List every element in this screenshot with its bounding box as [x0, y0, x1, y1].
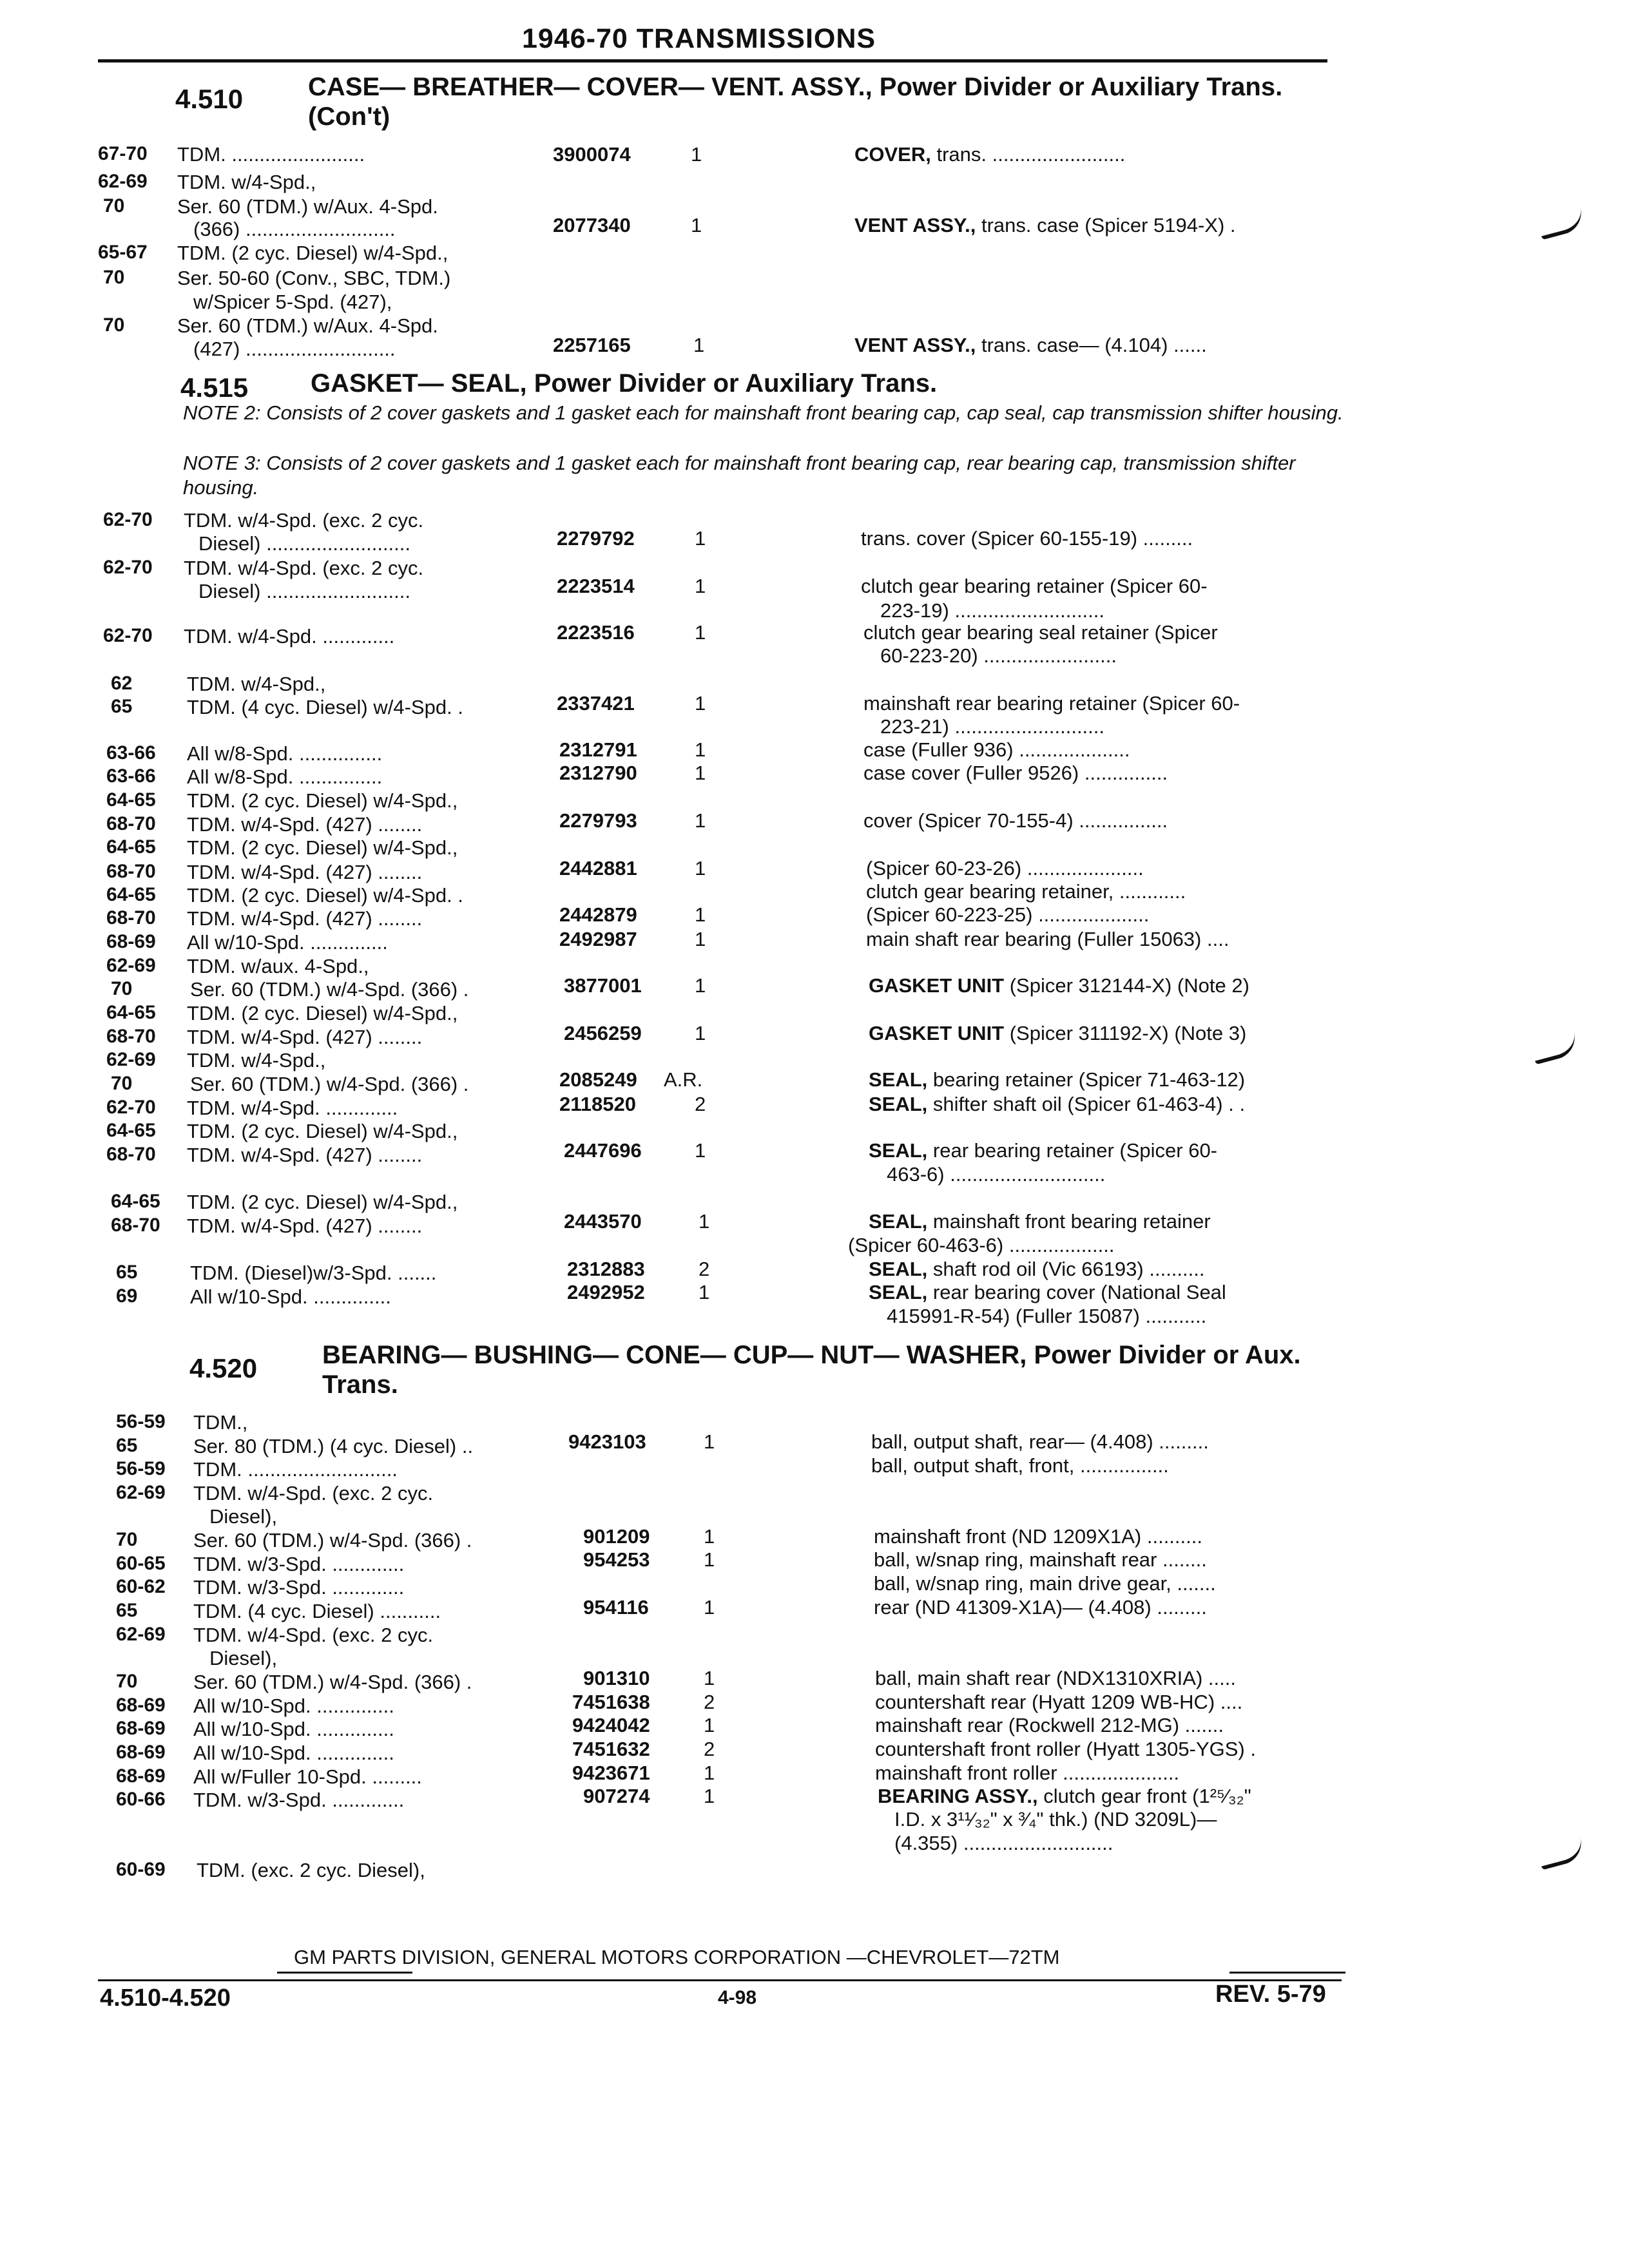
application-text: TDM. (Diesel)w/3-Spd. .......: [190, 1262, 437, 1284]
footer-rule: [98, 1979, 1342, 1981]
footer-rule: [277, 1972, 412, 1974]
application-text: TDM. (2 cyc. Diesel) w/4-Spd.,: [187, 1191, 458, 1213]
year-range: 64-65: [106, 884, 156, 905]
year-range: 62-69: [116, 1624, 166, 1645]
application-text: Ser. 60 (TDM.) w/Aux. 4-Spd.: [177, 314, 438, 337]
part-number: 2442881: [559, 857, 637, 879]
application-text: TDM. w/4-Spd. (exc. 2 cyc.: [184, 557, 424, 579]
application-text: TDM. (2 cyc. Diesel) w/4-Spd.,: [177, 242, 448, 264]
part-description: VENT ASSY., trans. case— (4.104) ......: [854, 334, 1207, 356]
section-number: 4.510: [175, 84, 244, 114]
year-range: 62-69: [106, 955, 156, 976]
application-text: TDM. (exc. 2 cyc. Diesel),: [197, 1859, 425, 1881]
part-number: 2085249: [559, 1068, 637, 1091]
year-range: 68-70: [111, 1215, 160, 1236]
application-text: Diesel),: [209, 1505, 278, 1528]
part-description: ball, output shaft, rear— (4.408) .........: [871, 1430, 1209, 1453]
quantity: 1: [704, 1430, 715, 1453]
quantity: 2: [699, 1258, 710, 1280]
part-description: BEARING ASSY., clutch gear front (1²⁵⁄₃₂": [878, 1785, 1251, 1807]
year-range: 68-69: [116, 1742, 166, 1763]
part-description: SEAL, shaft rod oil (Vic 66193) ..........: [869, 1258, 1205, 1280]
part-description: clutch gear bearing retainer, ............: [866, 880, 1186, 903]
year-range: 70: [116, 1671, 138, 1692]
year-range: 62-70: [103, 557, 153, 578]
application-text: Ser. 60 (TDM.) w/4-Spd. (366) .: [193, 1529, 472, 1552]
quantity: 1: [693, 334, 705, 356]
year-range: 64-65: [106, 1002, 156, 1023]
part-description: mainshaft rear (Rockwell 212-MG) .......: [875, 1714, 1224, 1736]
application-text: TDM. w/4-Spd. .............: [187, 1097, 398, 1119]
part-description: clutch gear bearing retainer (Spicer 60-: [861, 575, 1208, 597]
part-description: SEAL, bearing retainer (Spicer 71-463-12): [869, 1068, 1246, 1091]
part-number: 907274: [583, 1785, 650, 1807]
part-number: 954116: [583, 1596, 649, 1619]
application-text: TDM. (2 cyc. Diesel) w/4-Spd.,: [187, 1002, 458, 1024]
quantity: 1: [691, 143, 702, 166]
part-description: ball, w/snap ring, mainshaft rear ........: [874, 1548, 1207, 1571]
quantity: 1: [695, 1022, 706, 1044]
footer-corp-line: GM PARTS DIVISION, GENERAL MOTORS CORPORATION —CHEVROLET—72TM: [294, 1946, 1060, 1968]
part-description: ball, main shaft rear (NDX1310XRIA) .....: [875, 1667, 1236, 1689]
part-number: 2223514: [557, 575, 635, 597]
part-number: 9424042: [572, 1714, 650, 1736]
year-range: 62-70: [103, 625, 153, 646]
part-number: 2118520: [559, 1093, 636, 1115]
application-text: TDM. ........................: [177, 143, 365, 166]
quantity: 1: [695, 857, 706, 879]
part-number: 7451632: [572, 1738, 650, 1760]
year-range: 64-65: [106, 1120, 156, 1141]
quantity: 1: [704, 1714, 715, 1736]
application-text: TDM. (4 cyc. Diesel) w/4-Spd. .: [187, 696, 463, 718]
quantity: 1: [704, 1785, 715, 1807]
quantity: 1: [704, 1525, 715, 1548]
footer-page-number: 4-98: [718, 1987, 757, 2008]
year-range: 65: [111, 696, 133, 717]
part-number: 2442879: [559, 903, 637, 926]
part-description: ball, w/snap ring, main drive gear, .......: [874, 1572, 1216, 1595]
year-range: 68-70: [106, 861, 156, 882]
application-text: TDM. w/4-Spd. (427) ........: [187, 1215, 423, 1237]
year-range: 65-67: [98, 242, 148, 263]
part-number: 2312790: [559, 762, 637, 784]
application-text: TDM. (2 cyc. Diesel) w/4-Spd.,: [187, 789, 458, 812]
part-number: 3900074: [553, 143, 631, 166]
year-range: 62-70: [103, 509, 153, 530]
part-description: SEAL, rear bearing cover (National Seal: [869, 1281, 1226, 1303]
year-range: 68-70: [106, 1026, 156, 1047]
year-range: 68-70: [106, 1144, 156, 1165]
year-range: 64-65: [111, 1191, 160, 1212]
part-description: 223-21) ...........................: [880, 715, 1105, 738]
year-range: 65: [116, 1600, 138, 1621]
application-text: All w/10-Spd. ..............: [190, 1285, 391, 1308]
year-range: 68-69: [116, 1695, 166, 1716]
application-text: TDM. w/4-Spd. (exc. 2 cyc.: [193, 1624, 434, 1646]
quantity: 1: [704, 1548, 715, 1571]
application-text: Ser. 80 (TDM.) (4 cyc. Diesel) ..: [193, 1435, 474, 1457]
application-text: TDM.,: [193, 1411, 248, 1434]
scan-edge-mark: [1537, 207, 1586, 240]
application-text: TDM. w/4-Spd. (exc. 2 cyc.: [184, 509, 424, 532]
year-range: 70: [116, 1529, 138, 1550]
part-number: 901209: [583, 1525, 650, 1548]
year-range: 62-69: [98, 171, 148, 192]
quantity: 1: [695, 527, 706, 550]
part-description: 463-6) ............................: [887, 1163, 1106, 1186]
year-range: 60-66: [116, 1789, 166, 1810]
part-description: mainshaft front roller .....................: [875, 1762, 1180, 1784]
application-text: TDM. w/4-Spd. (427) ........: [187, 1144, 423, 1166]
note-text: NOTE 3: Consists of 2 cover gaskets and 1 gasket each for mainshaft front bearing cap, rear bearing cap, transmission shifter housing.: [183, 452, 1296, 499]
footer-section-range: 4.510-4.520: [100, 1984, 231, 2012]
page-title: 1946-70 TRANSMISSIONS: [522, 23, 876, 54]
application-text: All w/10-Spd. ..............: [193, 1742, 394, 1764]
part-description: countershaft front roller (Hyatt 1305-YGS) .: [875, 1738, 1256, 1760]
part-number: 2492952: [567, 1281, 645, 1303]
part-description: trans. cover (Spicer 60-155-19) .........: [861, 527, 1193, 550]
scan-edge-mark: [1530, 1032, 1579, 1065]
part-number: 2312883: [567, 1258, 645, 1280]
quantity: 1: [695, 974, 706, 997]
part-number: 2077340: [553, 214, 631, 236]
year-range: 64-65: [106, 789, 156, 811]
application-text: TDM. (4 cyc. Diesel) ...........: [193, 1600, 441, 1622]
part-description: COVER, trans. ........................: [854, 143, 1126, 166]
year-range: 62-70: [106, 1097, 156, 1118]
application-text: All w/10-Spd. ..............: [193, 1718, 394, 1740]
section-title: CASE— BREATHER— COVER— VENT. ASSY., Power Divider or Auxiliary Trans. (Con't): [308, 73, 1283, 131]
quantity: 1: [695, 738, 706, 761]
section-title: BEARING— BUSHING— CONE— CUP— NUT— WASHER, Power Divider or Aux. Trans.: [322, 1341, 1301, 1399]
quantity: 2: [704, 1691, 715, 1713]
year-range: 70: [111, 978, 133, 999]
part-description: (Spicer 60-223-25) ....................: [866, 903, 1150, 926]
year-range: 62: [111, 673, 133, 694]
year-range: 68-69: [116, 1765, 166, 1787]
section-number: 4.520: [189, 1353, 258, 1383]
part-number: 2257165: [553, 334, 631, 356]
part-description: SEAL, mainshaft front bearing retainer: [869, 1210, 1211, 1233]
quantity: 1: [704, 1762, 715, 1784]
year-range: 60-62: [116, 1576, 166, 1597]
application-text: Diesel),: [209, 1647, 278, 1669]
application-text: Ser. 60 (TDM.) w/Aux. 4-Spd.: [177, 195, 438, 218]
part-description: VENT ASSY., trans. case (Spicer 5194-X) .: [854, 214, 1236, 236]
application-text: TDM. w/3-Spd. .............: [193, 1576, 405, 1599]
quantity: 2: [695, 1093, 706, 1115]
year-range: 62-69: [106, 1049, 156, 1070]
quantity: A.R.: [664, 1068, 703, 1091]
application-text: (366) ...........................: [193, 218, 396, 240]
part-description: case (Fuller 936) ....................: [863, 738, 1130, 761]
year-range: 65: [116, 1435, 138, 1456]
quantity: 1: [699, 1281, 710, 1303]
year-range: 62-69: [116, 1482, 166, 1503]
part-description: SEAL, rear bearing retainer (Spicer 60-: [869, 1139, 1218, 1162]
application-text: TDM. w/3-Spd. .............: [193, 1789, 405, 1811]
part-description: main shaft rear bearing (Fuller 15063) ....: [866, 928, 1229, 950]
application-text: Ser. 60 (TDM.) w/4-Spd. (366) .: [190, 978, 469, 1001]
application-text: w/Spicer 5-Spd. (427),: [193, 291, 392, 313]
part-number: 2312791: [559, 738, 637, 761]
part-description: GASKET UNIT (Spicer 311192-X) (Note 3): [869, 1022, 1247, 1044]
part-number: 2447696: [564, 1139, 642, 1162]
application-text: TDM. w/4-Spd. .............: [184, 625, 395, 648]
application-text: TDM. w/4-Spd. (427) ........: [187, 907, 423, 930]
part-description: case cover (Fuller 9526) ...............: [863, 762, 1168, 784]
year-range: 68-70: [106, 907, 156, 928]
quantity: 1: [699, 1210, 710, 1233]
application-text: TDM. w/3-Spd. .............: [193, 1553, 405, 1575]
quantity: 1: [695, 928, 706, 950]
part-number: 2223516: [557, 621, 635, 644]
application-text: TDM. w/4-Spd. (exc. 2 cyc.: [193, 1482, 434, 1504]
year-range: 70: [111, 1073, 133, 1094]
quantity: 1: [695, 762, 706, 784]
application-text: All w/8-Spd. ...............: [187, 742, 383, 765]
part-description: 60-223-20) ........................: [880, 644, 1117, 667]
year-range: 63-66: [106, 765, 156, 787]
part-description: clutch gear bearing seal retainer (Spicer: [863, 621, 1218, 644]
application-text: TDM. (2 cyc. Diesel) w/4-Spd.,: [187, 836, 458, 859]
footer-revision: REV. 5-79: [1215, 1981, 1326, 2008]
application-text: TDM. ...........................: [193, 1458, 398, 1481]
footer-rule: [1229, 1972, 1345, 1974]
application-text: TDM. w/aux. 4-Spd.,: [187, 955, 369, 977]
application-text: TDM. w/4-Spd. (427) ........: [187, 861, 423, 883]
part-number: 954253: [583, 1548, 650, 1571]
application-text: TDM. (2 cyc. Diesel) w/4-Spd.,: [187, 1120, 458, 1142]
quantity: 1: [691, 214, 702, 236]
year-range: 68-70: [106, 813, 156, 834]
year-range: 70: [103, 195, 125, 216]
part-description: ball, output shaft, front, ................: [871, 1454, 1169, 1477]
part-number: 3877001: [564, 974, 642, 997]
year-range: 63-66: [106, 742, 156, 764]
part-description: I.D. x 3¹¹⁄₃₂" x ³⁄₄" thk.) (ND 3209L)—: [894, 1808, 1217, 1831]
quantity: 1: [704, 1667, 715, 1689]
application-text: TDM. w/4-Spd.,: [177, 171, 316, 193]
year-range: 67-70: [98, 143, 148, 164]
part-description: 415991-R-54) (Fuller 15087) ...........: [887, 1305, 1207, 1327]
part-number: 2279793: [559, 809, 637, 832]
quantity: 1: [695, 903, 706, 926]
part-description: (Spicer 60-463-6) ...................: [848, 1234, 1115, 1256]
part-number: 2443570: [564, 1210, 642, 1233]
quantity: 2: [704, 1738, 715, 1760]
part-number: 2279792: [557, 527, 635, 550]
quantity: 1: [695, 575, 706, 597]
part-description: 223-19) ...........................: [880, 599, 1105, 622]
year-range: 64-65: [106, 836, 156, 858]
part-number: 9423103: [568, 1430, 646, 1453]
year-range: 65: [116, 1262, 138, 1283]
quantity: 1: [695, 1139, 706, 1162]
year-range: 69: [116, 1285, 138, 1307]
part-number: 2337421: [557, 692, 635, 715]
application-text: TDM. w/4-Spd.,: [187, 1049, 326, 1072]
application-text: Ser. 60 (TDM.) w/4-Spd. (366) .: [190, 1073, 469, 1095]
note-text: NOTE 2: Consists of 2 cover gaskets and 1 gasket each for mainshaft front bearing cap, cap seal, cap transmission shifter housing.: [183, 401, 1344, 424]
part-description: rear (ND 41309-X1A)— (4.408) .........: [874, 1596, 1207, 1619]
application-text: Ser. 50-60 (Conv., SBC, TDM.): [177, 267, 451, 289]
application-text: All w/8-Spd. ...............: [187, 765, 383, 788]
year-range: 60-69: [116, 1859, 166, 1880]
part-number: 9423671: [572, 1762, 650, 1784]
year-range: 60-65: [116, 1553, 166, 1574]
part-description: (Spicer 60-23-26) .....................: [866, 857, 1144, 879]
part-description: countershaft rear (Hyatt 1209 WB-HC) ....: [875, 1691, 1243, 1713]
year-range: 70: [103, 267, 125, 288]
application-text: TDM. w/4-Spd. (427) ........: [187, 813, 423, 836]
quantity: 1: [695, 692, 706, 715]
year-range: 68-69: [116, 1718, 166, 1739]
application-text: Diesel) ..........................: [198, 580, 411, 602]
application-text: Diesel) ..........................: [198, 532, 411, 555]
scan-edge-mark: [1537, 1838, 1586, 1870]
part-number: 2492987: [559, 928, 637, 950]
year-range: 56-59: [116, 1458, 166, 1479]
part-number: 901310: [583, 1667, 650, 1689]
application-text: TDM. w/4-Spd. (427) ........: [187, 1026, 423, 1048]
part-description: GASKET UNIT (Spicer 312144-X) (Note 2): [869, 974, 1249, 997]
application-text: TDM. (2 cyc. Diesel) w/4-Spd. .: [187, 884, 463, 907]
part-description: mainshaft front (ND 1209X1A) ..........: [874, 1525, 1202, 1548]
part-number: 7451638: [572, 1691, 650, 1713]
part-description: cover (Spicer 70-155-4) ................: [863, 809, 1168, 832]
part-description: mainshaft rear bearing retainer (Spicer 60-: [863, 692, 1240, 715]
section-title: GASKET— SEAL, Power Divider or Auxiliary Trans.: [311, 369, 938, 398]
application-text: All w/10-Spd. ..............: [193, 1695, 394, 1717]
part-description: (4.355) ...........................: [894, 1832, 1113, 1854]
year-range: 56-59: [116, 1411, 166, 1432]
part-number: 2456259: [564, 1022, 642, 1044]
application-text: All w/Fuller 10-Spd. .........: [193, 1765, 422, 1788]
application-text: TDM. w/4-Spd.,: [187, 673, 326, 695]
application-text: Ser. 60 (TDM.) w/4-Spd. (366) .: [193, 1671, 472, 1693]
quantity: 1: [695, 809, 706, 832]
quantity: 1: [704, 1596, 715, 1619]
section-number: 4.515: [180, 372, 249, 403]
year-range: 70: [103, 314, 125, 336]
application-text: All w/10-Spd. ..............: [187, 931, 388, 954]
application-text: (427) ...........................: [193, 338, 396, 360]
quantity: 1: [695, 621, 706, 644]
part-description: SEAL, shifter shaft oil (Spicer 61-463-4) . .: [869, 1093, 1246, 1115]
year-range: 68-69: [106, 931, 156, 952]
top-rule: [98, 59, 1327, 62]
